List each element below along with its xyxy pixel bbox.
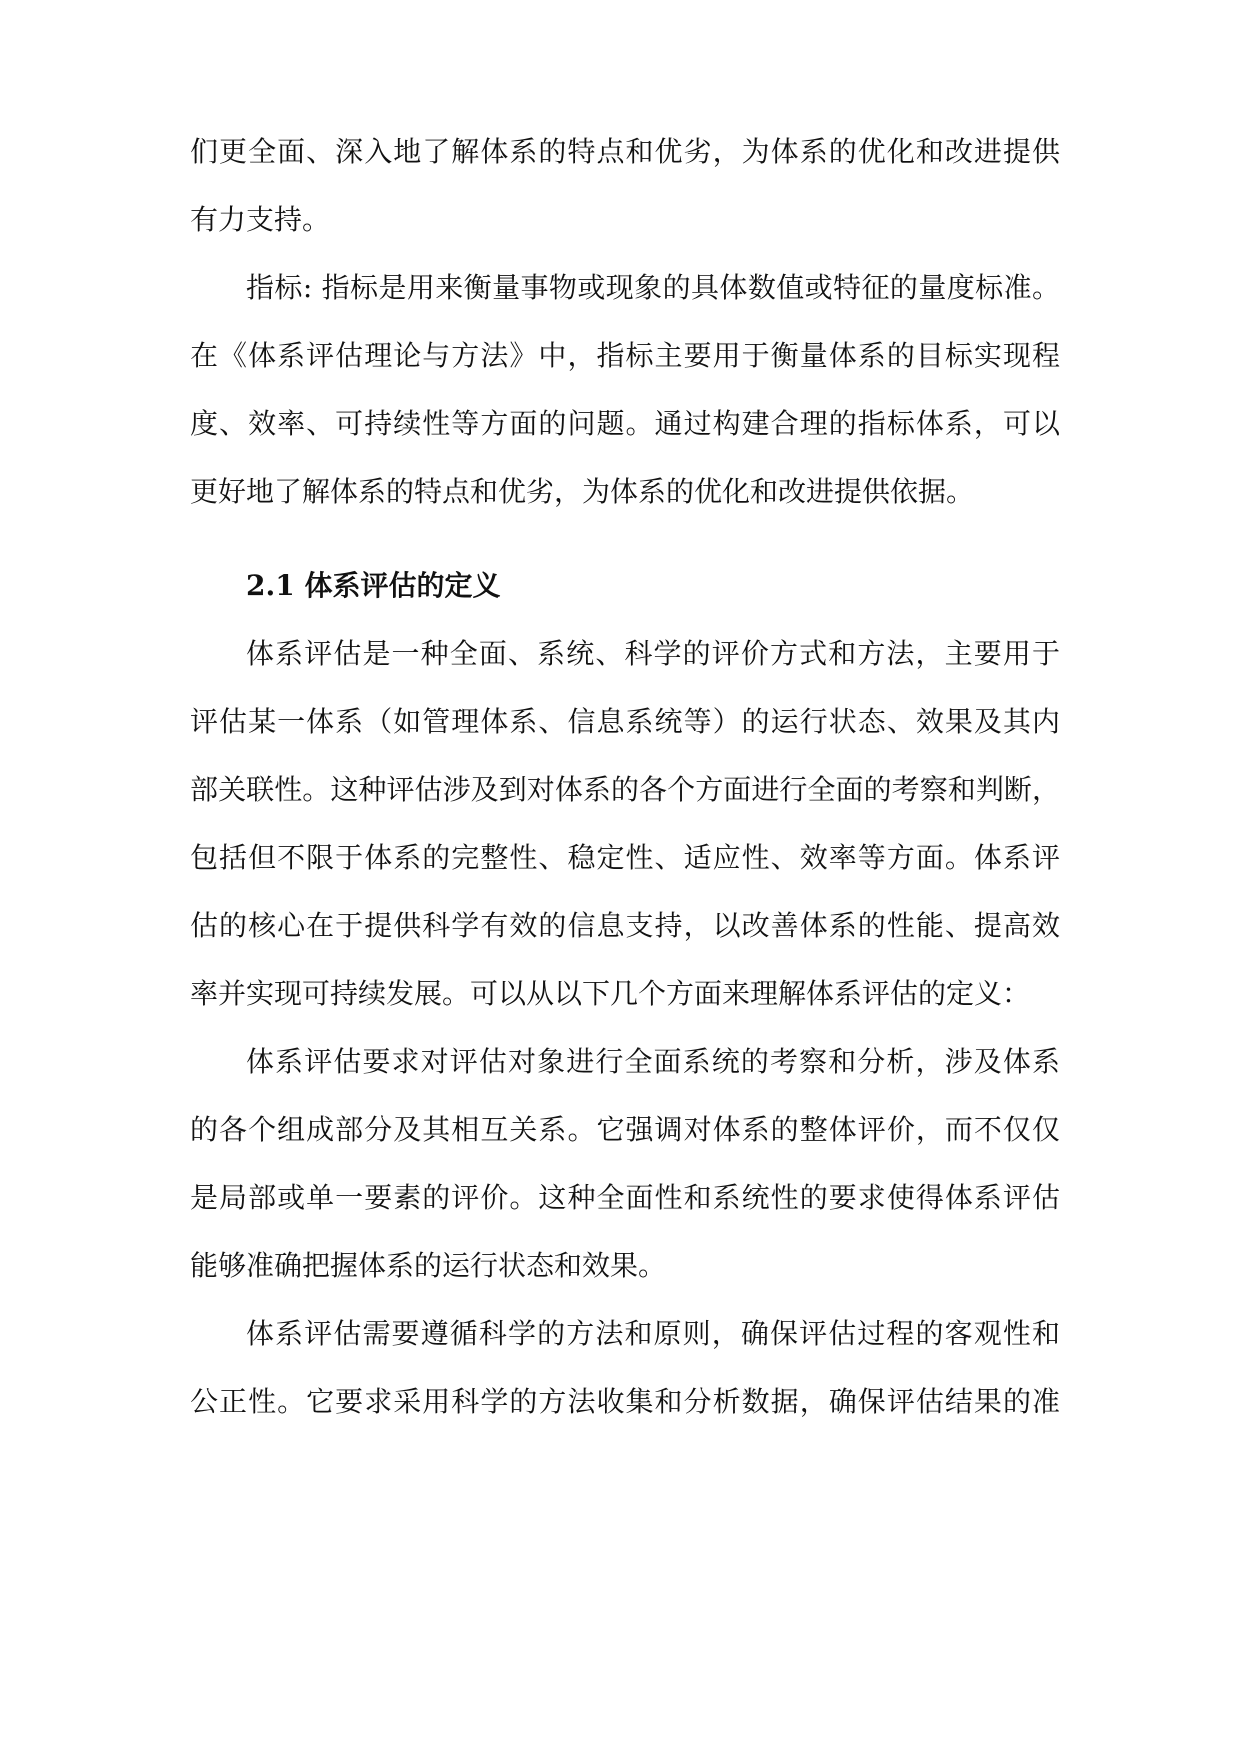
paragraph-3-line-6: 率并实现可持续发展。可以从以下几个方面来理解体系评估的定义： [190, 977, 1031, 1010]
paragraph-2-line-3: 度、效率、可持续性等方面的问题。通过构建合理的指标体系，可以 [190, 407, 1060, 440]
paragraph-4-line-3: 是局部或单一要素的评价。这种全面性和系统性的要求使得体系评估 [190, 1181, 1060, 1214]
paragraph-3-line-5: 估的核心在于提供科学有效的信息支持，以改善体系的性能、提高效 [190, 909, 1060, 942]
paragraph-3-line-3: 部关联性。这种评估涉及到对体系的各个方面进行全面的考察和判断， [190, 773, 1060, 806]
paragraph-3-line-1: 体系评估是一种全面、系统、科学的评价方式和方法，主要用于 [246, 637, 1060, 670]
paragraph-1-line-2: 有力支持。 [190, 203, 331, 236]
paragraph-2-line-1: 指标: 指标是用来衡量事物或现象的具体数值或特征的量度标准。 [246, 271, 1060, 304]
section-heading: 2.1 体系评估的定义 [246, 569, 501, 602]
paragraph-3-line-4: 包括但不限于体系的完整性、稳定性、适应性、效率等方面。体系评 [190, 841, 1060, 874]
paragraph-2-line-4: 更好地了解体系的特点和优劣，为体系的优化和改进提供依据。 [190, 475, 975, 508]
paragraph-5-line-2: 公正性。它要求采用科学的方法收集和分析数据，确保评估结果的准 [190, 1385, 1060, 1418]
paragraph-4-line-4: 能够准确把握体系的运行状态和效果。 [190, 1249, 667, 1282]
paragraph-5-line-1: 体系评估需要遵循科学的方法和原则，确保评估过程的客观性和 [246, 1317, 1060, 1350]
paragraph-3-line-2: 评估某一体系（如管理体系、信息系统等）的运行状态、效果及其内 [190, 705, 1060, 738]
paragraph-1-line-1: 们更全面、深入地了解体系的特点和优劣，为体系的优化和改进提供 [190, 135, 1060, 168]
paragraph-2-line-2: 在《体系评估理论与方法》中，指标主要用于衡量体系的目标实现程 [190, 339, 1060, 372]
paragraph-4-line-1: 体系评估要求对评估对象进行全面系统的考察和分析，涉及体系 [246, 1045, 1060, 1078]
paragraph-4-line-2: 的各个组成部分及其相互关系。它强调对体系的整体评价，而不仅仅 [190, 1113, 1060, 1146]
